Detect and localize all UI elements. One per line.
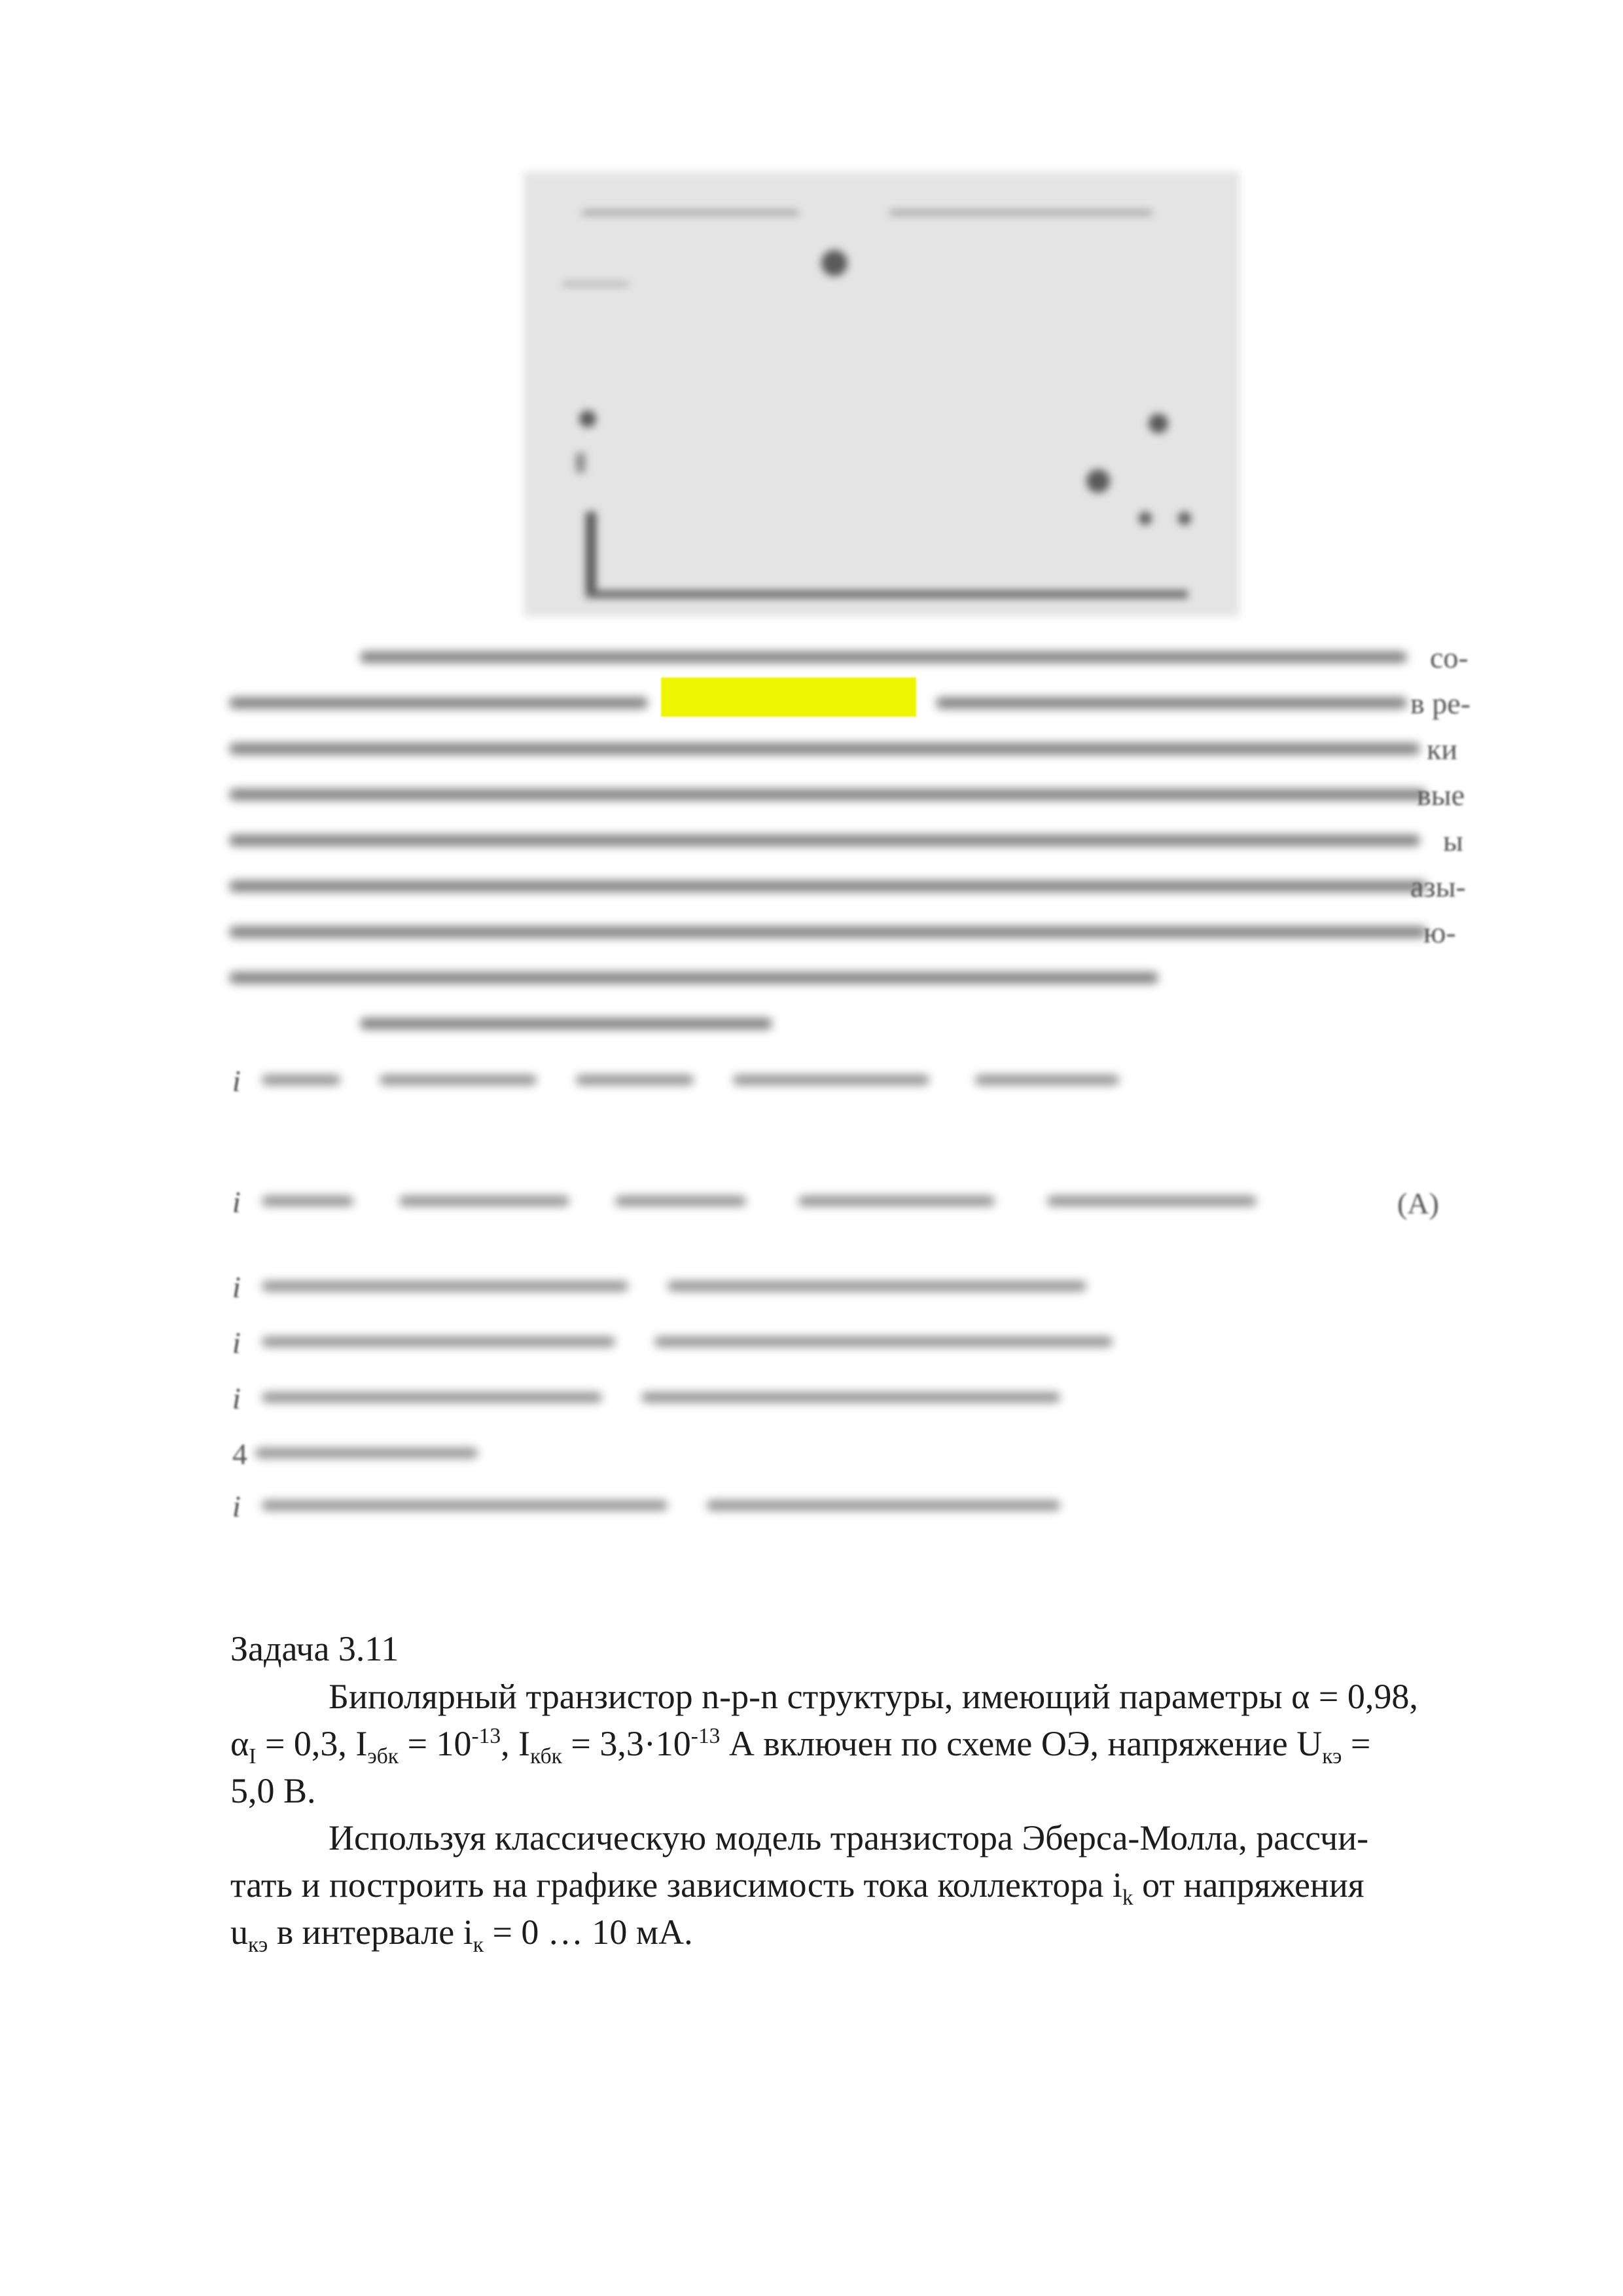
ghost-fragment: азы- [1410,870,1466,903]
blurred-formula [236,1273,1348,1299]
formula-symbol: i [232,1382,241,1415]
task-line: $u_{кэ}$ в интервале $i_к = 0$ … 10 мА. [230,1912,693,1957]
blurred-formula [236,1492,1348,1518]
blurred-formula [236,1440,1348,1466]
ghost-fragment: вые [1417,778,1465,812]
task-line: 5,0 В. [230,1771,316,1810]
formula-symbol: i [232,1326,241,1359]
ghost-fragment: со- [1430,641,1469,674]
formula-symbol: i [232,1185,241,1219]
formula-symbol: i [232,1270,241,1304]
ghost-fragment: ю- [1423,916,1456,949]
task-line: $\alpha_I = 0,3$, $I_{эбк} = 10^{-13}$, $I_{кбк} = 3,3\cdot 10^{-13}$ А включен по схеме ОЭ, напряжение $U_{кэ}$ = [230,1724,1371,1768]
blurred-formula [236,1067,1348,1093]
formula-symbol: i [232,1490,241,1523]
highlight-marker [661,677,916,717]
blurred-figure [524,171,1240,617]
blurred-formula [236,1188,1348,1214]
ghost-fragment: в ре- [1410,687,1471,720]
ghost-fragment: ки [1427,732,1457,766]
task-line: тать и построить на графике зависимость тока коллектора $i_k$ от напряжения [230,1865,1364,1910]
blurred-formula [236,1384,1348,1410]
task-line: Используя классическую модель транзистора Эберса-Молла, рассчи- [329,1818,1369,1857]
task-title: Задача 3.11 [230,1629,399,1668]
task-paragraph-2 [230,1814,1497,1956]
formula-symbol: i [232,1064,241,1098]
ghost-fragment: ы [1443,824,1463,857]
ghost-unit: (А) [1397,1187,1439,1220]
blurred-formula [236,1329,1348,1355]
ghost-item-number: 4 [232,1437,247,1471]
task-paragraph-1 [230,1673,1497,1814]
task-line: Биполярный транзистор n-p-n структуры, имеющий параметры α = 0,98, [329,1677,1418,1716]
